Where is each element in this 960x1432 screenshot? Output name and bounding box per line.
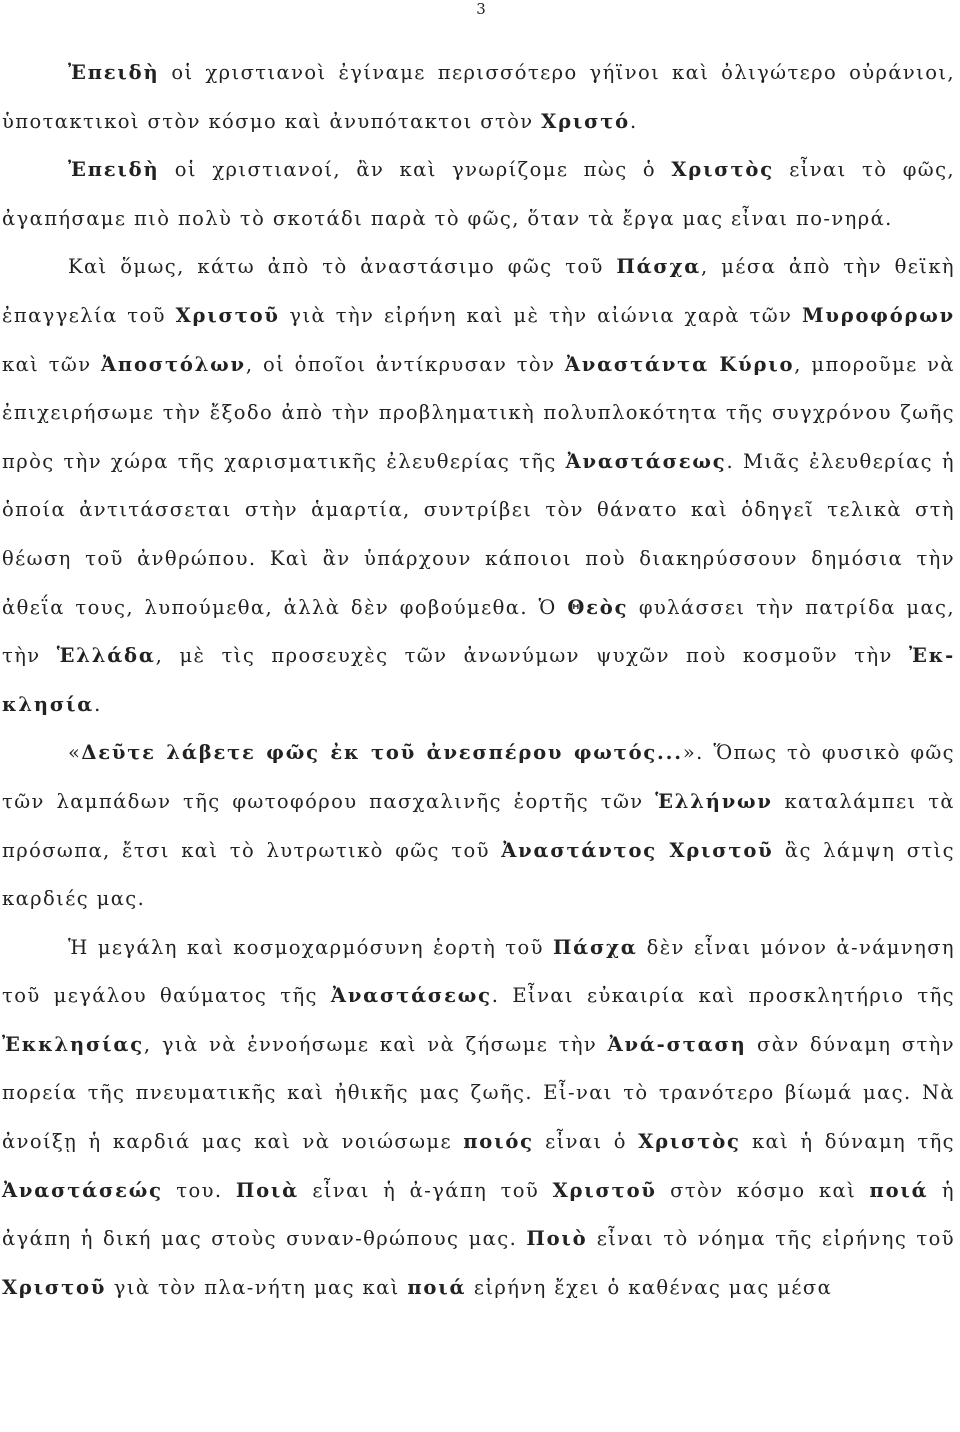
text-run: . Μιᾶς ἐλευθερίας ἡ ὁποία ἀντιτάσσεται στὴν ἁμαρτία, συντρίβει τὸν θάνατο καὶ ὁδηγεῖ τελικὰ στὴ θέωση τοῦ ἀνθρώπου. Καὶ ἂν ὑπάρχουν κάποιοι ποὺ διακηρύσσουν δημόσια τὴν ἀθεΐα τους, λυπούμεθα, ἀλλὰ δὲν φοβούμεθα. Ὁ (2, 449, 955, 619)
bold-run: Θεὸς (567, 595, 629, 619)
text-run: εἶναι ὁ (533, 1130, 639, 1154)
bold-run: Ἐκκλησίας (2, 1032, 144, 1056)
text-run: καὶ τῶν (2, 352, 101, 376)
bold-run: Ποιὸ (526, 1227, 588, 1251)
bold-run: ποιός (463, 1130, 534, 1154)
bold-run: ποιά (869, 1178, 929, 1202)
text-run: φυλάσσει τὴν πατρίδα μας, τὴν (2, 595, 955, 668)
text-run: . Εἶναι εὐκαιρία καὶ προσκλητήριο τῆς (491, 984, 955, 1008)
text-run: . (629, 109, 638, 133)
text-run: δὲν εἶναι μόνον ἀ-νάμνηση τοῦ μεγάλου θαύματος τῆς (2, 935, 955, 1008)
paragraph (2, 49, 955, 146)
text-run: , γιὰ νὰ ἐννοήσωμε καὶ νὰ ζήσωμε τὴν (143, 1032, 608, 1056)
bold-run: Πάσχα (552, 935, 638, 959)
text-run: . (94, 692, 102, 716)
bold-run: Ἑλλάδα (56, 644, 156, 668)
text-run: , μέσα ἀπὸ τὴν θεϊκὴ ἐπαγγελία τοῦ (2, 255, 955, 327)
text-run: εἶναι ἡ ἀ-γάπη τοῦ (298, 1178, 553, 1202)
bold-run: Πάσχα (616, 255, 702, 279)
text-run: στὸν κόσμο καὶ (656, 1178, 870, 1202)
text-run: καταλάμπει τὰ πρόσωπα, ἔτσι καὶ τὸ λυτρωτικὸ φῶς τοῦ (2, 789, 956, 862)
text-run: εἶναι τὸ φῶς, ἀγαπήσαμε πιὸ πολὺ τὸ σκοτάδι παρὰ τὸ φῶς, ὅταν τὰ ἔργα μας εἶναι πο-νηρά. (2, 158, 955, 230)
text-run: ». Ὅπως τὸ φυσικὸ φῶς τῶν λαμπάδων τῆς φωτοφόρου πασχαλινῆς ἑορτῆς τῶν (2, 741, 955, 813)
paragraph (2, 146, 955, 243)
text-run: Ἡ μεγάλη καὶ κοσμοχαρμόσυνη ἑορτὴ τοῦ (68, 935, 553, 959)
text-run: καὶ ἡ δύναμη τῆς (740, 1130, 955, 1154)
bold-run: Χριστὸς (671, 158, 774, 182)
bold-run: Ἐπειδὴ (68, 158, 160, 182)
text-run: γιὰ τὴν εἰρήνη καὶ μὲ τὴν αἰώνια χαρὰ τῶν (279, 303, 802, 327)
bold-run: Μυροφόρων (801, 303, 955, 327)
bold-run: ποιά (407, 1275, 467, 1299)
bold-run: Χριστοῦ (2, 1275, 107, 1299)
text-run: , οἱ ὁποῖοι ἀντίκρυσαν τὸν (245, 352, 565, 376)
text-run: , μὲ τὶς προσευχὲς τῶν ἀνωνύμων ψυχῶν ποὺ κοσμοῦν τὴν (155, 644, 909, 668)
text-run: οἱ χριστιανοὶ ἐγίναμε περισσότερο γήϊνοι καὶ ὀλιγώτερο οὐράνιοι, ὑποτακτικοὶ στὸν κόσμο καὶ ἀνυπότακτοι στὸν (2, 61, 955, 133)
text-run: εἶναι τὸ νόημα τῆς εἰρήνης τοῦ (587, 1227, 955, 1251)
text-run: ἡ ἀγάπη ἡ δική μας στοὺς συναν-θρώπους μας. (2, 1178, 955, 1251)
text-run: Καὶ ὅμως, κάτω ἀπὸ τὸ ἀναστάσιμο φῶς τοῦ (68, 255, 617, 279)
bold-run: Ποιὰ (235, 1178, 299, 1202)
text-run: του. (162, 1178, 236, 1202)
bold-run: Χριστοῦ (175, 303, 280, 327)
bold-run: Ἑλλήνων (655, 789, 773, 813)
text-run: ἂς λάμψη στὶς καρδιές μας. (2, 838, 955, 911)
page-number: 3 (476, 0, 486, 18)
bold-run: Ἀναστάντα Κύριο (564, 352, 795, 376)
bold-run: Χριστοῦ (552, 1178, 657, 1202)
text-run: οἱ χριστιανοί, ἂν καὶ γνωρίζομε πὼς ὁ (159, 158, 672, 182)
bold-run: Χριστὸς (638, 1130, 741, 1154)
text-run: σὰν δύναμη στὴν πορεία τῆς πνευματικῆς καὶ ἠθικῆς μας ζωῆς. Εἶ-ναι τὸ τρανότερο βίωμά μας. Νὰ ἀνοίξῃ ἡ καρδιά μας καὶ νὰ νοιώσωμε (2, 1032, 956, 1154)
text-run: « (68, 741, 82, 765)
bold-run: Ἀναστάσεώς (2, 1178, 163, 1202)
bold-run: Ἀνά-σταση (607, 1032, 747, 1056)
bold-run: Ἐκ-κλησία (2, 644, 955, 716)
text-run: , μποροῦμε νὰ ἐπιχειρήσωμε τὴν ἔξοδο ἀπὸ τὴν προβληματικὴ πολυπλοκότητα τῆς συγχρόνου ζωῆς πρὸς τὴν χώρα τῆς χαρισματικῆς ἐλευθερίας τῆς (2, 352, 955, 473)
text-run: γιὰ τὸν πλα-νήτη μας καὶ (106, 1275, 408, 1299)
bold-run: Ἀναστάσεως (565, 449, 727, 473)
bold-run: Δεῦτε λάβετε φῶς ἐκ τοῦ ἀνεσπέρου φωτός... (81, 741, 683, 765)
bold-run: Χριστό (541, 109, 630, 133)
bold-run: Ἀποστόλων (100, 352, 246, 376)
text-run: εἰρήνη ἔχει ὁ καθένας μας μέσα (466, 1275, 833, 1299)
body-text (2, 49, 955, 1312)
bold-run: Ἀναστάντος Χριστοῦ (501, 838, 774, 862)
bold-run: Ἐπειδὴ (68, 61, 160, 84)
paragraph (2, 243, 955, 729)
paragraph (2, 729, 955, 923)
bold-run: Ἀναστάσεως (330, 984, 492, 1008)
paragraph (2, 924, 955, 1313)
